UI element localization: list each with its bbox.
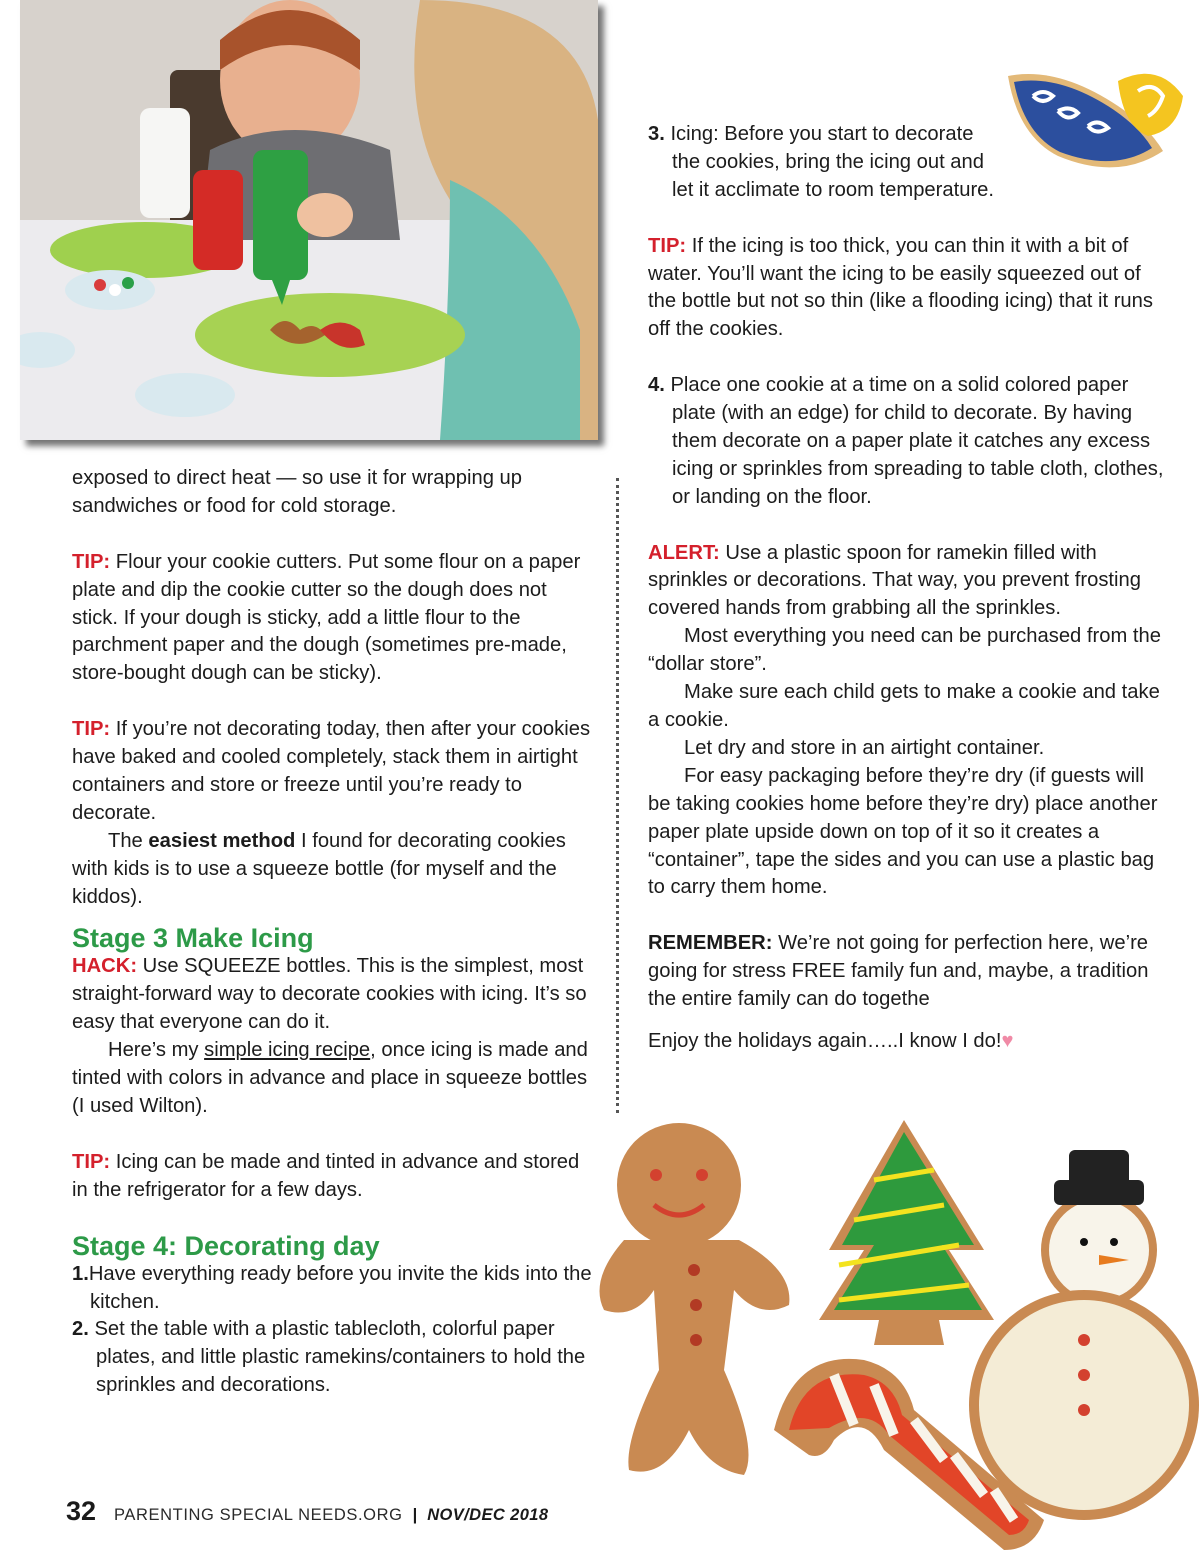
recipe-post: , once icing is made and tinted with colors in advance and place in squeeze bottles (I used Wilton). xyxy=(72,1039,588,1117)
take-cookie-paragraph: Make sure each child gets to make a cookie and take a cookie. xyxy=(648,681,1160,731)
list-item-3-line1 xyxy=(648,121,1168,149)
page-footer xyxy=(66,1496,548,1532)
tip-label: TIP: xyxy=(72,718,111,741)
tip-label: TIP: xyxy=(72,1150,111,1173)
list-item-1 xyxy=(72,1261,592,1317)
tip-text: Flour your cookie cutters. Put some flour on a paper plate and dip the cookie cutter so the dough does not stick. If your dough is sticky, add a little flour to the parchment paper and the dough (sometimes pre-made, store-bought dough can be sticky). xyxy=(72,550,581,685)
kids-decorating-photo xyxy=(20,0,598,440)
list-number: 3. xyxy=(648,123,665,145)
list-text: Have everything ready before you invite the kids into the kitchen. xyxy=(88,1262,592,1313)
hack-paragraph xyxy=(72,953,592,1037)
easiest-post: I found for decorating cookies with kids is to use a squeeze bottle (for myself and the kiddos). xyxy=(72,829,566,908)
stage3-heading: Stage 3 Make Icing xyxy=(72,923,314,954)
tip-advance-paragraph xyxy=(72,1149,592,1205)
tip-label: TIP: xyxy=(648,234,687,257)
column-divider xyxy=(616,478,619,1113)
left-column xyxy=(72,465,592,1400)
remember-text: We’re not going for perfection here, we’re going for stress FREE family fun and, maybe, a tradition the entire family can do togethe xyxy=(648,932,1149,1011)
hack-label: HACK: xyxy=(72,955,138,978)
closing-line xyxy=(648,1028,1168,1056)
photo-illustration xyxy=(20,0,598,440)
tip-text: If you’re not decorating today, then after your cookies have baked and cooled completely, stack them in airtight containers and store or freeze until you’re ready to decorate. xyxy=(72,718,591,824)
list-number: 1. xyxy=(72,1262,89,1285)
let-dry-paragraph: Let dry and store in an airtight container. xyxy=(684,736,1045,759)
recipe-pre: Here’s my xyxy=(108,1039,205,1062)
easiest-bold: easiest method xyxy=(148,829,296,852)
alert-text: Use a plastic spoon for ramekin filled with sprinkles or decorations. That way, you prevent frosting covered hands from grabbing all the sprinkles. xyxy=(648,541,1141,620)
list-text: Set the table with a plastic tablecloth, colorful paper plates, and little plastic ramekins/containers to hold the sprinkles and decorations. xyxy=(88,1318,586,1397)
list-text: Icing: Before you start to decorate xyxy=(664,123,974,145)
packaging-paragraph: For easy packaging before they’re dry (if guests will be taking cookies home before they’re dry) place another paper plate upside down on top of it so it creates a “container”, tape the sides and you can use a plastic bag to carry them home. xyxy=(648,764,1158,899)
list-item-3-line2: the cookies, bring the icing out and xyxy=(672,150,984,173)
footer-separator: | xyxy=(412,1506,418,1524)
list-number: 4. xyxy=(648,374,665,397)
holiday-cookies-image xyxy=(584,1110,1200,1558)
stage4-heading: Stage 4: Decorating day xyxy=(72,1230,380,1261)
recipe-paragraph xyxy=(72,1037,592,1121)
remember-label: REMEMBER: xyxy=(648,932,773,955)
tip-flour-paragraph xyxy=(72,549,592,689)
tip-thin-icing-paragraph xyxy=(648,233,1168,345)
issue-date: NOV/DEC 2018 xyxy=(427,1506,549,1524)
tip-storage-paragraph xyxy=(72,716,592,828)
alert-label: ALERT: xyxy=(648,541,720,564)
right-column xyxy=(648,121,1168,1056)
dollar-store-paragraph: Most everything you need can be purchased from the “dollar store”. xyxy=(648,625,1161,676)
remember-paragraph xyxy=(648,930,1168,1014)
hack-text: Use SQUEEZE bottles. This is the simplest, most straight-forward way to decorate cookies with icing. It’s so easy that everyone can do it. xyxy=(72,955,587,1034)
snowman-cookie xyxy=(969,1150,1199,1520)
page-number: 32 xyxy=(66,1496,97,1526)
easiest-pre: The xyxy=(108,829,149,852)
easiest-method-paragraph xyxy=(72,828,592,912)
alert-paragraph xyxy=(648,540,1168,624)
tip-text: Icing can be made and tinted in advance and stored in the refrigerator for a few days. xyxy=(72,1150,580,1201)
list-text: Place one cookie at a time on a solid colored paper plate (with an edge) for child to decorate. By having them decorate on a paper plate it catches any excess icing or sprinkles from spreading to table cloth, clothes, or landing on the floor. xyxy=(664,374,1164,508)
heart-icon: ♥ xyxy=(1001,1029,1014,1052)
tip-label: TIP: xyxy=(72,550,111,573)
list-item-4 xyxy=(648,372,1168,512)
closing-text: Enjoy the holidays again…..I know I do! xyxy=(648,1029,1002,1052)
list-item-2 xyxy=(72,1316,592,1400)
publication-name: PARENTING SPECIAL NEEDS.ORG xyxy=(114,1506,403,1524)
list-item-3-line3: let it acclimate to room temperature. xyxy=(672,178,995,201)
tree-cookie xyxy=(819,1120,994,1345)
gingerbread-cookie xyxy=(600,1123,790,1475)
intro-paragraph: exposed to direct heat — so use it for wrapping up sandwiches or food for cold storage. xyxy=(72,467,522,517)
icing-recipe-link[interactable]: simple icing recipe xyxy=(204,1039,371,1062)
list-number: 2. xyxy=(72,1318,89,1341)
tip-text: If the icing is too thick, you can thin it with a bit of water. You’ll want the icing to be easily squeezed out of the bottle but not so thin (like a flooding icing) that it runs off the cookies. xyxy=(648,234,1153,341)
